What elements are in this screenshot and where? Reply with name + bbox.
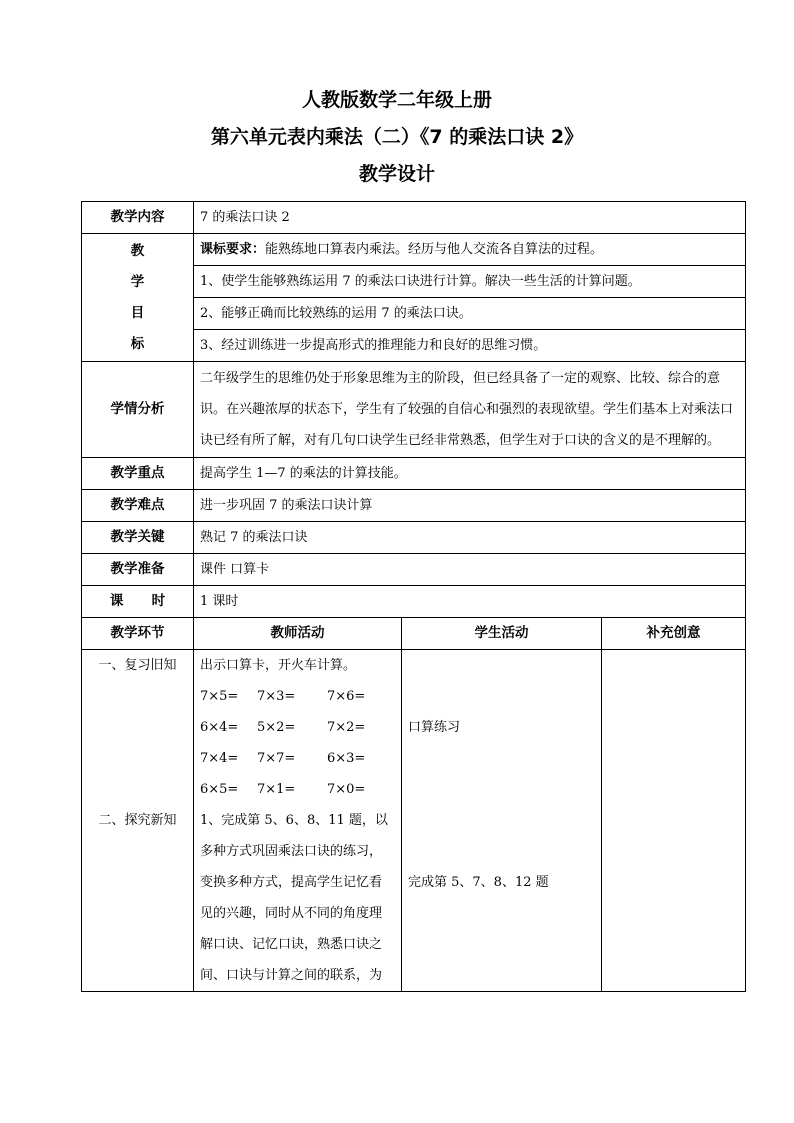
- row-goal-standard: [82, 234, 746, 266]
- math-item: 5×2=: [257, 720, 296, 735]
- math-item: 6×4=: [200, 720, 239, 735]
- row-difficulty: [82, 490, 746, 522]
- student-column: [402, 650, 602, 992]
- math-item: 7×1=: [257, 782, 296, 797]
- teacher-explore-line: 多种方式巩固乘法口诀的练习，: [200, 844, 383, 859]
- math-row: [200, 681, 395, 712]
- math-item: 7×5=: [200, 689, 239, 704]
- lesson-plan-table: [81, 201, 746, 992]
- stage-explore: 二、探究新知: [98, 813, 177, 828]
- math-item: 7×6=: [327, 689, 366, 704]
- title-line-2: 第六单元表内乘法（二）《7 的乘法口诀 2》: [210, 126, 584, 148]
- math-item: 7×0=: [327, 782, 366, 797]
- label-goals: [82, 234, 194, 362]
- math-item: 7×4=: [200, 751, 239, 766]
- goal-label-char: 标: [130, 335, 145, 352]
- row-process-header: [82, 618, 746, 650]
- value-prep: 课件 口算卡: [194, 554, 746, 586]
- value-difficulty: 进一步巩固 7 的乘法口诀计算: [194, 490, 746, 522]
- stage-column: [82, 650, 194, 992]
- header-extra: 补充创意: [602, 618, 746, 650]
- teacher-explore-line: 解口诀、记忆口诀，熟悉口诀之: [200, 937, 383, 952]
- row-key: [82, 522, 746, 554]
- math-item: 7×7=: [257, 751, 296, 766]
- label-key: 教学关键: [82, 522, 194, 554]
- goal-label-char: 教: [130, 242, 145, 259]
- math-item: 7×2=: [327, 720, 366, 735]
- standard-text: 能熟练地口算表内乘法。经历与他人交流各自算法的过程。: [265, 242, 604, 257]
- goal-label-char: 学: [130, 273, 145, 290]
- teacher-explore-line: 变换多种方式，提高学生记忆看: [200, 875, 383, 890]
- goal-item: 2、能够正确而比较熟练的运用 7 的乘法口诀。: [194, 298, 746, 330]
- value-content: 7 的乘法口诀 2: [194, 202, 746, 234]
- goal-item: 1、使学生能够熟练运用 7 的乘法口诀进行计算。解决一些生活的计算问题。: [194, 266, 746, 298]
- label-analysis: 学情分析: [82, 362, 194, 458]
- row-process-body: [82, 650, 746, 992]
- student-explore: 完成第 5、7、8、12 题: [408, 875, 549, 890]
- stage-review: 一、复习旧知: [98, 658, 177, 673]
- student-review: 口算练习: [408, 720, 461, 735]
- header-teacher: 教师活动: [194, 618, 402, 650]
- title-line-1: 人教版数学二年级上册: [301, 89, 492, 111]
- teacher-column: [194, 650, 402, 992]
- row-prep: [82, 554, 746, 586]
- row-content: [82, 202, 746, 234]
- value-key: 熟记 7 的乘法口诀: [194, 522, 746, 554]
- label-content: 教学内容: [82, 202, 194, 234]
- row-key-point: [82, 458, 746, 490]
- teacher-explore-line: 间、口诀与计算之间的联系，为: [200, 968, 383, 983]
- value-hours: 1 课时: [194, 586, 746, 618]
- teacher-explore-line: 1、完成第 5、6、8、11 题，以: [200, 813, 388, 828]
- value-analysis: 二年级学生的思维仍处于形象思维为主的阶段，但已经具备了一定的观察、比较、综合的意识。在兴趣浓厚的状态下，学生有了较强的自信心和强烈的表现欲望。学生们基本上对乘法口诀已经有所了解，对有几句口诀学生已经非常熟悉，但学生对于口诀的含义的是不理解的。: [194, 362, 746, 458]
- row-hours: [82, 586, 746, 618]
- math-row: [200, 743, 395, 774]
- teacher-explore-line: 见的兴趣，同时从不同的角度理: [200, 906, 383, 921]
- math-item: 7×3=: [257, 689, 296, 704]
- document-title-block: [0, 82, 794, 193]
- value-key-point: 提高学生 1—7 的乘法的计算技能。: [194, 458, 746, 490]
- header-stage: 教学环节: [82, 618, 194, 650]
- goal-label-char: 目: [130, 304, 145, 321]
- math-row: [200, 774, 395, 805]
- title-line-3: 教学设计: [358, 163, 435, 185]
- label-prep: 教学准备: [82, 554, 194, 586]
- math-row: [200, 712, 395, 743]
- standard-label: 课标要求：: [200, 242, 266, 257]
- goal-standard: [194, 234, 746, 266]
- goal-item: 3、经过训练进一步提高形式的推理能力和良好的思维习惯。: [194, 330, 746, 362]
- extra-column: [602, 650, 746, 992]
- header-student: 学生活动: [402, 618, 602, 650]
- row-analysis: [82, 362, 746, 458]
- label-difficulty: 教学难点: [82, 490, 194, 522]
- teacher-intro: 出示口算卡，开火车计算。: [200, 658, 357, 673]
- math-item: 6×5=: [200, 782, 239, 797]
- label-key-point: 教学重点: [82, 458, 194, 490]
- math-item: 6×3=: [327, 751, 366, 766]
- label-hours: 课 时: [82, 586, 194, 618]
